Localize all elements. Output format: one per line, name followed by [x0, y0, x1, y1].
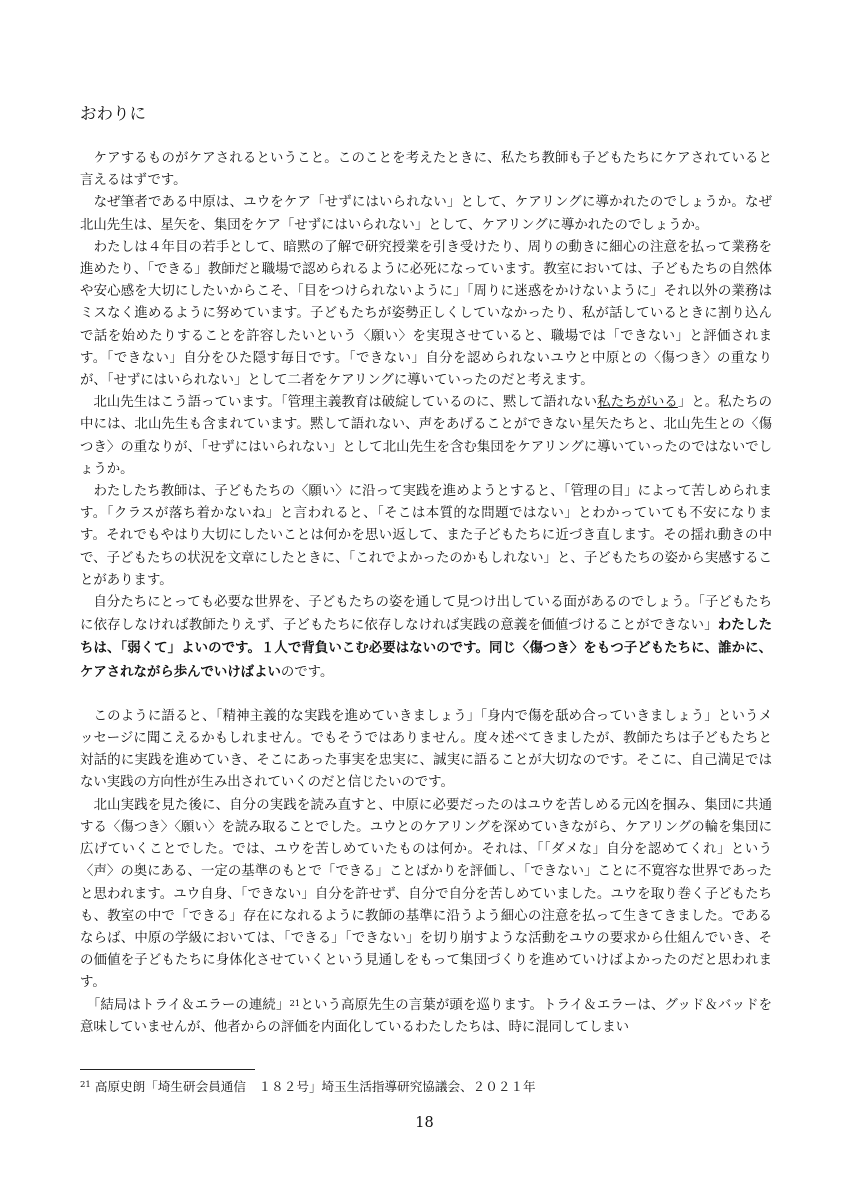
paragraph-6 [80, 592, 772, 684]
paragraph-8 [80, 795, 772, 995]
paragraph-6-text-a: 自分たちにとっても必要な世界を、子どもたちの姿を通して見つけ出している面があるのでしょう。「子どもたちに依存しなければ教師たりえず、子どもたちに依存しなければ実践の意義を価値づけることができない」 [80, 595, 773, 634]
paragraph-2 [80, 192, 772, 236]
paragraph-4 [80, 392, 772, 481]
paragraph-9-text-a: 「結局はトライ＆エラーの連続」 [93, 997, 290, 1013]
paragraph-6-text-c: のです。 [280, 664, 334, 680]
paragraph-3-text: わたしは４年目の若手として、暗黙の了解で研究授業を引き受けたり、周りの動きに細心の注意を払って業務を進めたり、「できる」教師だと職場で認められるように必死になっています。教室においては、子どもたちの自然体や安心感を大切にしたいからこそ、「目をつけられないように」「周りに迷惑をかけないように」それ以外の業務はミスなく進めるように努めています。子どもたちが姿勢正しくしていなかったり、私が話しているときに割り込んで話を始めたりすることを許容したいという〈願い〉を実現させていると、職場では「できない」と評価されます。「できない」自分をひた隠す毎日です。「できない」自分を認められないユウと中原との〈傷つき〉の重なりが、「せずにはいられない」として二者をケアリングに導いていったのだと考えます。 [80, 239, 772, 389]
footnote-reference[interactable]: 21 [289, 998, 301, 1009]
paragraph-2-text: なぜ筆者である中原は、ユウをケア「せずにはいられない」として、ケアリングに導かれたのでしょうか。なぜ北山先生は、星矢を、集団をケア「せずにはいられない」として、ケアリングに導かれたのでしょうか。 [80, 195, 772, 233]
paragraph-3 [80, 237, 772, 392]
page-number: 18 [415, 1115, 434, 1131]
footnote-text: 高原史朗「埼生研会員通信 １８２号」埼玉生活指導研究協議会、２０２１年 [94, 1079, 536, 1094]
paragraph-9 [80, 995, 772, 1039]
paragraph-1-text: ケアするものがケアされるということ。このことを考えたときに、私たち教師も子どもたちにケアされていると言えるはずです。 [80, 151, 773, 189]
footnote-divider [80, 1069, 255, 1070]
paragraph-7-text: このように語ると、「精神主義的な実践を進めていきましょう」「身内で傷を舐め合っていきましょう」というメッセージに聞こえるかもしれません。でもそうではありません。度々述べてきましたが、教師たちは子どもたちと対話的に実践を進めていき、そこにあった事実を忠実に、誠実に語ることが大切なのです。そこに、自己満足ではない実践の方向性が生み出されていくのだと信じたいのです。 [80, 708, 772, 791]
paragraph-9-text-b: という高原先生の言葉が頭を巡ります。トライ＆エラーは、グッド＆バッドを意味していませんが、他者からの評価を内面化しているわたしたちは、時に混同してしまい [80, 997, 773, 1035]
paragraph-6-bold-text: わたしたちは、「弱くて」よいのです。１人で背負いこむ必要はないのです。同じ〈傷つき〉をもつ子どもたちに、誰かに、ケアされながら歩んでいけばよい [80, 617, 772, 680]
paragraph-5-text: わたしたち教師は、子どもたちの〈願い〉に沿って実践を進めようとすると、「管理の目」によって苦しめられます。「クラスが落ち着かないね」と言われると、「そこは本質的な問題ではない」とわかっていても不安になります。それでもやはり大切にしたいことは何かを思い返して、また子どもたちに近づき直します。その揺れ動きの中で、子どもたちの状況を文章にしたときに、「これでよかったのかもしれない」と、子どもたちの姿から実感することがあります。 [80, 484, 772, 588]
paragraph-8-text: 北山実践を見た後に、自分の実践を読み直すと、中原に必要だったのはユウを苦しめる元凶を掴み、集団に共通する〈傷つき〉〈願い〉を読み取ることでした。ユウとのケアリングを深めていきながら、ケアリングの輪を集団に広げていくことでした。では、ユウを苦しめていたものは何か。それは、「「ダメな」自分を認めてくれ」という〈声〉の奥にある、一定の基準のもとで「できる」ことばかりを評価し、「できない」ことに不寛容な世界であったと思われます。ユウ自身、「できない」自分を許せず、自分で自分を苦しめていました。ユウを取り巻く子どもたちも、教室の中で「できる」存在になれるように教師の基準に沿うよう細心の注意を払って生きてきました。であるならば、中原の学級においては、「できる」「できない」を切り崩すような活動をユウの要求から仕組んでいき、その価値を子どもたちに身体化させていくという見通しをもって集団づくりを進めていけばよかったのだと思われます。 [80, 797, 772, 991]
paragraph-5 [80, 481, 772, 592]
section-heading: おわりに [80, 104, 146, 123]
paragraph-1 [80, 148, 772, 192]
footnote-number: 21 [80, 1080, 91, 1090]
paragraph-7 [80, 706, 772, 795]
body-text [80, 148, 772, 1039]
paragraph-4-text-b: 」と。私たちの中には、北山先生も含まれています。黙して語れない、声をあげることができない星矢たちと、北山先生との〈傷つき〉の重なりが、「せずにはいられない」として北山先生を含む集団をケアリングに導いていったのではないでしょうか。 [80, 395, 773, 477]
footnote [80, 1078, 772, 1096]
paragraph-4-text-a: 北山先生はこう語っています。「管理主義教育は破綻しているのに、黙して語れない [93, 395, 598, 411]
paragraph-4-underlined-text: 私たちがいる [597, 395, 678, 411]
